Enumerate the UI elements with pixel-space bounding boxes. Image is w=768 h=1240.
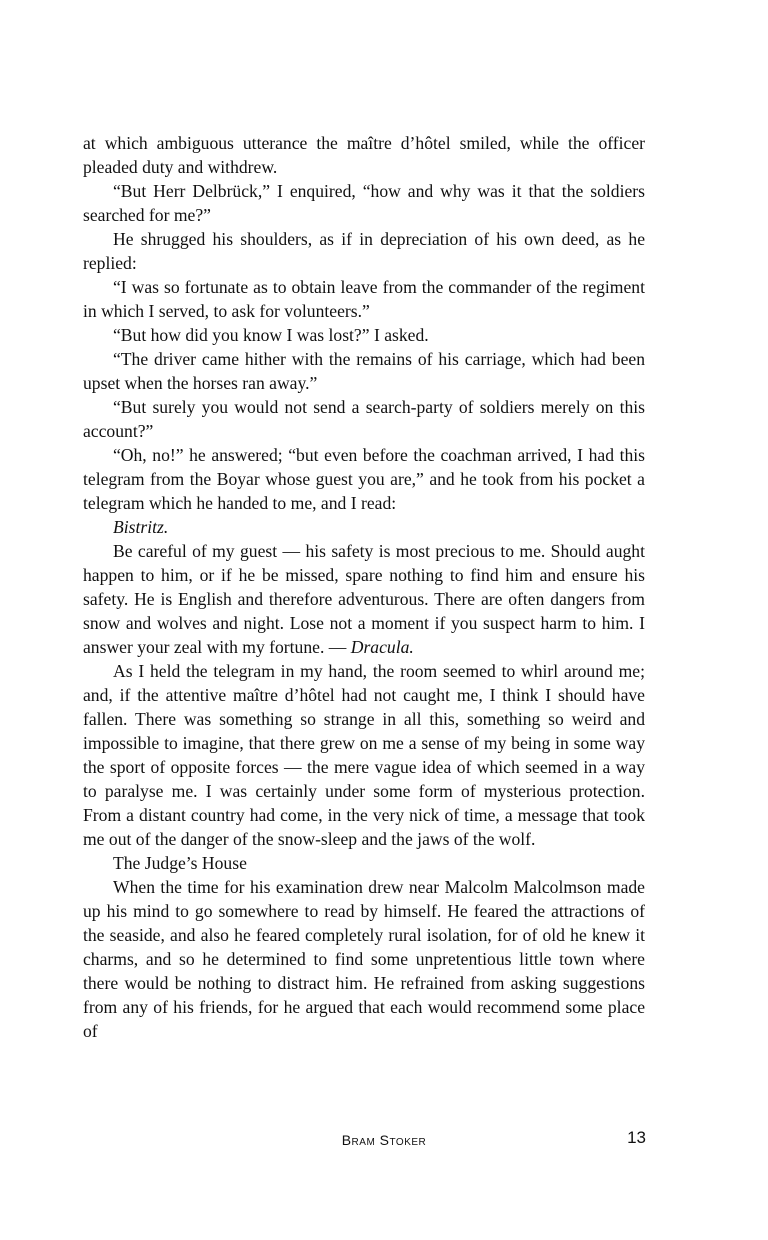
paragraph-5: “But how did you know I was lost?” I asked. [113,325,429,345]
page-footer [0,1128,768,1152]
paragraph-4: “I was so fortunate as to obtain leave from the commander of the regiment in which I served, to ask for volunteers.” [83,277,645,321]
page-body [83,131,645,1043]
running-footer-author: Bram Stoker [341,1132,427,1148]
paragraph-3: He shrugged his shoulders, as if in depreciation of his own deed, as he replied: [83,229,645,273]
story-title: The Judge’s House [113,853,247,873]
paragraph-10: As I held the telegram in my hand, the room seemed to whirl around me; and, if the attentive maître d’hôtel had not caught me, I think I should have fallen. There was something so strange in all this, something so weird and impossible to imagine, that there grew on me a sense of my being in some way the sport of opposite forces — the mere vague idea of which seemed in a way to paralyse me. I was certainly under some form of mysterious protection. From a distant country had come, in the very nick of time, a message that took me out of the danger of the snow-sleep and the jaws of the wolf. [83,661,645,849]
paragraph-1: at which ambiguous utterance the maître d’hôtel smiled, while the officer pleaded duty and withdrew. [83,133,645,177]
page-number: 13 [627,1128,646,1147]
telegram-origin: Bistritz. [113,517,169,537]
paragraph-11: When the time for his examination drew near Malcolm Malcolmson made up his mind to go somewhere to read by himself. He feared the attractions of the seaside, and also he feared completely rural isolation, for of old he knew it charms, and so he determined to find some unpretentious little town where there would be nothing to distract him. He refrained from asking suggestions from any of his friends, for he argued that each would recommend some place of [83,877,645,1041]
paragraph-8: “Oh, no!” he answered; “but even before the coachman arrived, I had this telegram from the Boyar whose guest you are,” and he took from his pocket a telegram which he handed to me, and I read: [83,445,645,513]
telegram-text: Be careful of my guest — his safety is most precious to me. Should aught happen to him, or if he be missed, spare nothing to find him and ensure his safety. He is English and therefore adventurous. There are often dangers from snow and wolves and night. Lose not a moment if you suspect harm to him. I answer your zeal with my fortune. — [83,541,645,657]
telegram-signature: Dracula. [350,637,414,657]
paragraph-2: “But Herr Delbrück,” I enquired, “how and why was it that the soldiers searched for me?” [83,181,645,225]
paragraph-7: “But surely you would not send a search-party of soldiers merely on this account?” [83,397,645,441]
paragraph-6: “The driver came hither with the remains of his carriage, which had been upset when the horses ran away.” [83,349,645,393]
telegram-body [83,539,645,659]
